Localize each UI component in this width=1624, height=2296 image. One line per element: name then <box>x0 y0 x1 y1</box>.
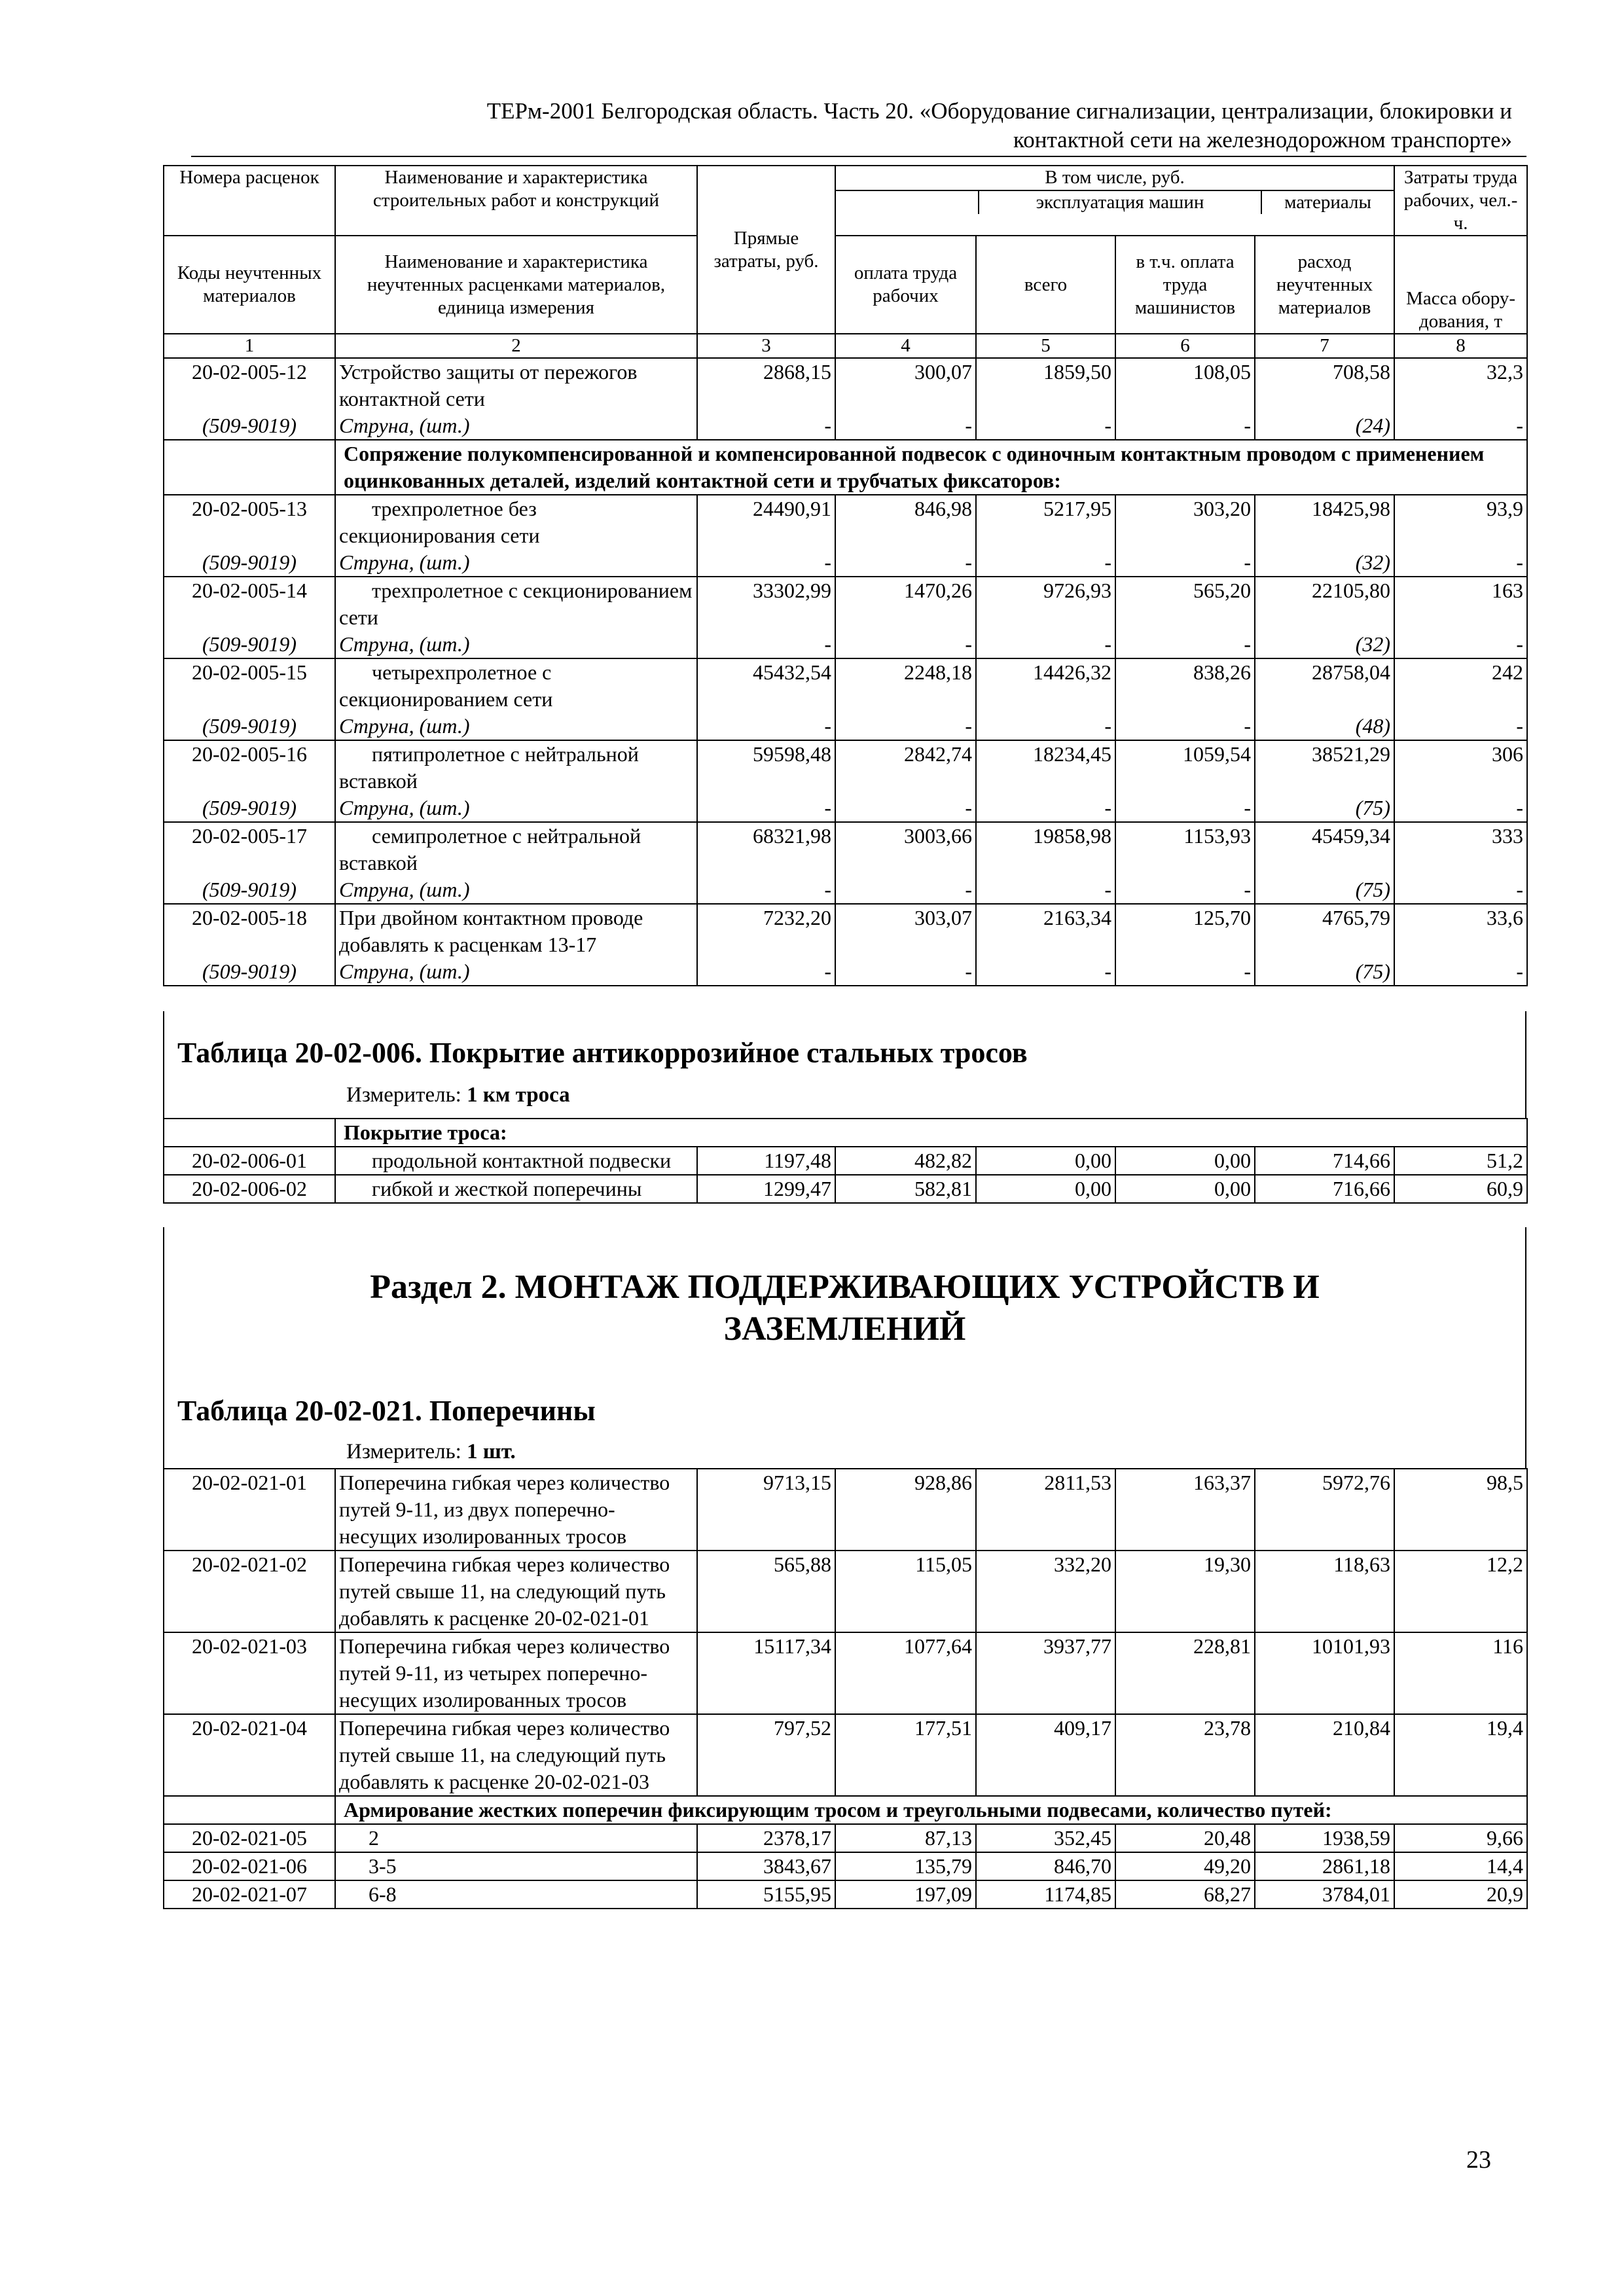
price-table-021 <box>163 1468 1528 1909</box>
rate-value: 714,66 <box>1255 1147 1394 1175</box>
material-code: (509-9019) <box>164 713 335 740</box>
material-code: (509-9019) <box>164 795 335 822</box>
rate-value: 0,00 <box>976 1175 1115 1203</box>
rate-value: 14426,32 <box>976 658 1115 713</box>
material-row <box>164 631 1527 658</box>
rate-value: 68,27 <box>1115 1880 1255 1909</box>
rate-value: 20,9 <box>1394 1880 1527 1909</box>
rate-name: продольной контактной подвески <box>335 1147 697 1175</box>
material-value: - <box>976 795 1115 822</box>
rate-value: 1059,54 <box>1115 740 1255 795</box>
rate-value: 2861,18 <box>1255 1852 1394 1880</box>
rate-code: 20-02-021-05 <box>164 1824 335 1852</box>
table-006-measure <box>346 1083 570 1107</box>
running-header <box>164 97 1512 154</box>
table-021-title: Таблица 20-02-021. Поперечины <box>177 1395 596 1427</box>
col-number: 8 <box>1394 334 1527 358</box>
col-number: 7 <box>1255 334 1394 358</box>
section-2-title-line2: ЗАЗЕМЛЕНИЙ <box>723 1310 966 1348</box>
header-line-1: ТЕРм-2001 Белгородская область. Часть 20. «Оборудование сигнализации, централизации, блокировки и <box>486 98 1512 124</box>
block-021-05-07 <box>164 1824 1527 1909</box>
rate-value: 2811,53 <box>976 1469 1115 1551</box>
material-code: (509-9019) <box>164 876 335 904</box>
price-table-006 <box>163 1118 1528 1204</box>
rate-value: 59598,48 <box>697 740 835 795</box>
table-row <box>164 740 1527 795</box>
rate-value: 118,63 <box>1255 1551 1394 1632</box>
rate-value: 14,4 <box>1394 1852 1527 1880</box>
rate-code: 20-02-005-12 <box>164 358 335 412</box>
material-value: (24) <box>1255 412 1394 440</box>
material-value: - <box>1115 412 1255 440</box>
rate-value: 303,20 <box>1115 495 1255 549</box>
material-value: - <box>835 549 976 577</box>
rate-value: 9,66 <box>1394 1824 1527 1852</box>
rate-value: 482,82 <box>835 1147 976 1175</box>
col-head-names: Наименование и характеристика строительных работ и конструкций <box>335 166 697 236</box>
col-head-incl <box>835 166 1394 236</box>
rate-value: 846,70 <box>976 1852 1115 1880</box>
col-head-wages: оплата труда рабочих <box>835 236 976 334</box>
header-line-2: контактной сети на железнодорожном транспорте» <box>1013 127 1512 152</box>
rate-value: 38521,29 <box>1255 740 1394 795</box>
material-value: - <box>1394 958 1527 986</box>
col-head-codes: Номера расценок <box>164 166 335 236</box>
col-number: 6 <box>1115 334 1255 358</box>
rate-value: 352,45 <box>976 1824 1115 1852</box>
material-value: - <box>1115 631 1255 658</box>
table-row <box>164 358 1527 412</box>
col-number: 4 <box>835 334 976 358</box>
col-number: 3 <box>697 334 835 358</box>
material-value: - <box>976 876 1115 904</box>
rate-value: 23,78 <box>1115 1714 1255 1796</box>
rate-value: 9713,15 <box>697 1469 835 1551</box>
rate-value: 68321,98 <box>697 822 835 876</box>
rate-value: 300,07 <box>835 358 976 412</box>
material-row <box>164 412 1527 440</box>
material-code: (509-9019) <box>164 412 335 440</box>
material-name: Струна, (шт.) <box>335 795 697 822</box>
table-row <box>164 495 1527 549</box>
rate-value: 20,48 <box>1115 1824 1255 1852</box>
table-head <box>164 166 1527 358</box>
material-value: - <box>1394 876 1527 904</box>
rate-code: 20-02-005-17 <box>164 822 335 876</box>
rate-value: 115,05 <box>835 1551 976 1632</box>
rate-value: 2248,18 <box>835 658 976 713</box>
material-value: (75) <box>1255 958 1394 986</box>
block-005-12 <box>164 358 1527 440</box>
rate-value: 197,09 <box>835 1880 976 1909</box>
material-value: - <box>1394 713 1527 740</box>
measure-value: 1 км троса <box>467 1083 570 1107</box>
rate-value: 1153,93 <box>1115 822 1255 876</box>
rate-value: 125,70 <box>1115 904 1255 958</box>
rate-value: 45459,34 <box>1255 822 1394 876</box>
rate-value: 5972,76 <box>1255 1469 1394 1551</box>
incl-label: В том числе, руб. <box>836 166 1394 191</box>
rate-value: 1299,47 <box>697 1175 835 1203</box>
materials-label: материалы <box>1284 192 1371 213</box>
material-value: - <box>1394 412 1527 440</box>
rate-name: 2 <box>335 1824 697 1852</box>
rate-value: 18234,45 <box>976 740 1115 795</box>
material-value: - <box>697 631 835 658</box>
rate-name: Поперечина гибкая через количество путей свыше 11, на следующий путь добавлять к расценке 20-02-021-01 <box>335 1551 697 1632</box>
rate-value: 15117,34 <box>697 1632 835 1714</box>
rate-value: 303,07 <box>835 904 976 958</box>
material-value: - <box>697 549 835 577</box>
price-table-005 <box>163 165 1528 986</box>
material-row <box>164 713 1527 740</box>
table-row <box>164 822 1527 876</box>
machines-label: эксплуатация машин <box>979 191 1262 214</box>
material-value: - <box>697 958 835 986</box>
col-head-materials: расход неучтенных материалов <box>1255 236 1394 334</box>
col-number: 5 <box>976 334 1115 358</box>
rate-code: 20-02-005-15 <box>164 658 335 713</box>
material-row <box>164 795 1527 822</box>
table-row <box>164 577 1527 631</box>
material-value: - <box>697 795 835 822</box>
rate-value: 7232,20 <box>697 904 835 958</box>
table-row <box>164 1469 1527 1551</box>
table-row <box>164 1852 1527 1880</box>
header-rule <box>191 156 1526 157</box>
rate-name: семипролетное с нейтральной вставкой <box>335 822 697 876</box>
rate-value: 565,20 <box>1115 577 1255 631</box>
rate-value: 3003,66 <box>835 822 976 876</box>
table-row <box>164 1175 1527 1203</box>
rate-value: 33,6 <box>1394 904 1527 958</box>
rate-code: 20-02-006-02 <box>164 1175 335 1203</box>
rate-code: 20-02-021-04 <box>164 1714 335 1796</box>
col-number: 1 <box>164 334 335 358</box>
rate-value: 108,05 <box>1115 358 1255 412</box>
material-value: (75) <box>1255 795 1394 822</box>
material-name: Струна, (шт.) <box>335 958 697 986</box>
material-name: Струна, (шт.) <box>335 713 697 740</box>
rate-value: 1077,64 <box>835 1632 976 1714</box>
rate-value: 87,13 <box>835 1824 976 1852</box>
material-name: Струна, (шт.) <box>335 876 697 904</box>
rate-name: четырехпролетное с секционированием сети <box>335 658 697 713</box>
table-row <box>164 1714 1527 1796</box>
rate-value: 49,20 <box>1115 1852 1255 1880</box>
rate-value: 1470,26 <box>835 577 976 631</box>
material-value: - <box>835 795 976 822</box>
material-value: - <box>1115 958 1255 986</box>
rate-value: 1174,85 <box>976 1880 1115 1909</box>
col-head-direct: Прямые затраты, руб. <box>697 166 835 334</box>
rate-value: 9726,93 <box>976 577 1115 631</box>
rate-value: 163 <box>1394 577 1527 631</box>
rate-code: 20-02-005-16 <box>164 740 335 795</box>
table-row <box>164 1147 1527 1175</box>
col-head-mass: Масса обору-дования, т <box>1394 236 1527 334</box>
section-2-title-line1: Раздел 2. МОНТАЖ ПОДДЕРЖИВАЮЩИХ УСТРОЙСТВ И <box>370 1268 1320 1306</box>
table-006-title-block <box>163 1011 1526 1119</box>
rate-value: 1938,59 <box>1255 1824 1394 1852</box>
table-row <box>164 1880 1527 1909</box>
subhead-reinforcement: Армирование жестких поперечин фиксирующим тросом и треугольными подвесами, количество путей: <box>335 1796 1527 1824</box>
rate-value: 177,51 <box>835 1714 976 1796</box>
rate-value: 1197,48 <box>697 1147 835 1175</box>
material-value: - <box>835 713 976 740</box>
subhead-conjugation: Сопряжение полукомпенсированной и компенсированной подвесок с одиночным контактным проводом с применением оцинкованных деталей, изделий контактной сети и трубчатых фиксаторов: <box>335 440 1527 495</box>
rate-value: 928,86 <box>835 1469 976 1551</box>
col-head-labor: Затраты труда рабочих, чел.-ч. <box>1394 166 1527 236</box>
rate-value: 0,00 <box>1115 1175 1255 1203</box>
rate-value: 716,66 <box>1255 1175 1394 1203</box>
rate-code: 20-02-021-07 <box>164 1880 335 1909</box>
rate-name: пятипролетное с нейтральной вставкой <box>335 740 697 795</box>
rate-value: 306 <box>1394 740 1527 795</box>
col-number: 2 <box>335 334 697 358</box>
rate-value: 24490,91 <box>697 495 835 549</box>
section-2-title <box>164 1266 1525 1350</box>
material-value: (48) <box>1255 713 1394 740</box>
block-021-01-04 <box>164 1469 1527 1796</box>
table-006-title: Таблица 20-02-006. Покрытие антикоррозийное стальных тросов <box>177 1037 1028 1069</box>
rate-value: 242 <box>1394 658 1527 713</box>
material-value: (75) <box>1255 876 1394 904</box>
col-head-machines-total: всего <box>976 236 1115 334</box>
material-name: Струна, (шт.) <box>335 549 697 577</box>
block-006 <box>164 1147 1527 1203</box>
rate-name: 6-8 <box>335 1880 697 1909</box>
rate-value: 3937,77 <box>976 1632 1115 1714</box>
material-value: (32) <box>1255 549 1394 577</box>
material-code: (509-9019) <box>164 958 335 986</box>
material-row <box>164 549 1527 577</box>
rate-value: 846,98 <box>835 495 976 549</box>
rate-value: 28758,04 <box>1255 658 1394 713</box>
rate-value: 708,58 <box>1255 358 1394 412</box>
rate-name: гибкой и жесткой поперечины <box>335 1175 697 1203</box>
material-value: - <box>1394 795 1527 822</box>
col-head-mat-codes: Коды неучтенных материалов <box>164 236 335 334</box>
rate-value: 0,00 <box>976 1147 1115 1175</box>
table-021-measure <box>346 1440 516 1464</box>
table-row <box>164 1824 1527 1852</box>
material-value: - <box>1115 713 1255 740</box>
rate-value: 135,79 <box>835 1852 976 1880</box>
material-name: Струна, (шт.) <box>335 412 697 440</box>
rate-name: 3-5 <box>335 1852 697 1880</box>
rate-value: 2378,17 <box>697 1824 835 1852</box>
rate-value: 332,20 <box>976 1551 1115 1632</box>
rate-value: 228,81 <box>1115 1632 1255 1714</box>
rate-value: 3784,01 <box>1255 1880 1394 1909</box>
rate-value: 18425,98 <box>1255 495 1394 549</box>
rate-value: 4765,79 <box>1255 904 1394 958</box>
col-head-mat-names: Наименование и характеристика неучтенных расценками материалов, единица измерения <box>335 236 697 334</box>
rate-value: 19,4 <box>1394 1714 1527 1796</box>
rate-code: 20-02-005-13 <box>164 495 335 549</box>
rate-name: Поперечина гибкая через количество путей 9-11, из четырех поперечно-несущих изолированных тросов <box>335 1632 697 1714</box>
rate-value: 1859,50 <box>976 358 1115 412</box>
rate-value: 797,52 <box>697 1714 835 1796</box>
rate-value: 565,88 <box>697 1551 835 1632</box>
rate-value: 838,26 <box>1115 658 1255 713</box>
rate-name: Поперечина гибкая через количество путей свыше 11, на следующий путь добавлять к расценке 20-02-021-03 <box>335 1714 697 1796</box>
rate-value: 409,17 <box>976 1714 1115 1796</box>
material-code: (509-9019) <box>164 549 335 577</box>
rate-value: 333 <box>1394 822 1527 876</box>
table-row <box>164 1551 1527 1632</box>
material-value: - <box>697 412 835 440</box>
material-value: - <box>976 412 1115 440</box>
rate-code: 20-02-005-18 <box>164 904 335 958</box>
table-row <box>164 1632 1527 1714</box>
material-value: - <box>1394 549 1527 577</box>
rate-value: 33302,99 <box>697 577 835 631</box>
rate-value: 163,37 <box>1115 1469 1255 1551</box>
table-row <box>164 658 1527 713</box>
col-head-machinist-wages: в т.ч. оплата труда машинистов <box>1115 236 1255 334</box>
material-name: Струна, (шт.) <box>335 631 697 658</box>
measure-label: Измеритель: <box>346 1440 467 1463</box>
rate-value: 0,00 <box>1115 1147 1255 1175</box>
rate-value: 2163,34 <box>976 904 1115 958</box>
material-value: - <box>976 958 1115 986</box>
block-005-13-18 <box>164 495 1527 986</box>
page-number: 23 <box>1466 2146 1491 2174</box>
rate-value: 2842,74 <box>835 740 976 795</box>
subhead-cable-coating: Покрытие троса: <box>335 1119 1527 1147</box>
measure-value: 1 шт. <box>467 1440 516 1463</box>
rate-value: 10101,93 <box>1255 1632 1394 1714</box>
rate-value: 19858,98 <box>976 822 1115 876</box>
material-value: - <box>835 876 976 904</box>
section-2-block <box>163 1227 1526 1469</box>
material-row <box>164 876 1527 904</box>
material-value: - <box>697 876 835 904</box>
rate-code: 20-02-021-01 <box>164 1469 335 1551</box>
rate-value: 2868,15 <box>697 358 835 412</box>
rate-code: 20-02-006-01 <box>164 1147 335 1175</box>
material-value: - <box>1115 549 1255 577</box>
table-row <box>164 904 1527 958</box>
material-value: - <box>835 631 976 658</box>
rate-value: 19,30 <box>1115 1551 1255 1632</box>
rate-value: 32,3 <box>1394 358 1527 412</box>
rate-name: Устройство защиты от пережогов контактной сети <box>335 358 697 412</box>
rate-value: 3843,67 <box>697 1852 835 1880</box>
rate-value: 116 <box>1394 1632 1527 1714</box>
rate-code: 20-02-021-02 <box>164 1551 335 1632</box>
material-value: - <box>697 713 835 740</box>
rate-code: 20-02-005-14 <box>164 577 335 631</box>
material-value: - <box>976 713 1115 740</box>
rate-value: 98,5 <box>1394 1469 1527 1551</box>
material-value: - <box>835 958 976 986</box>
rate-value: 93,9 <box>1394 495 1527 549</box>
rate-value: 210,84 <box>1255 1714 1394 1796</box>
rate-name: трехпролетное с секционированием сети <box>335 577 697 631</box>
rate-name: При двойном контактном проводе добавлять к расценкам 13-17 <box>335 904 697 958</box>
rate-value: 582,81 <box>835 1175 976 1203</box>
rate-name: Поперечина гибкая через количество путей 9-11, из двух поперечно-несущих изолированных тросов <box>335 1469 697 1551</box>
material-code: (509-9019) <box>164 631 335 658</box>
material-row <box>164 958 1527 986</box>
material-value: - <box>1115 795 1255 822</box>
material-value: - <box>1394 631 1527 658</box>
rate-code: 20-02-021-03 <box>164 1632 335 1714</box>
material-value: - <box>1115 876 1255 904</box>
rate-value: 45432,54 <box>697 658 835 713</box>
measure-label: Измеритель: <box>346 1083 467 1107</box>
rate-code: 20-02-021-06 <box>164 1852 335 1880</box>
rate-value: 22105,80 <box>1255 577 1394 631</box>
rate-value: 5155,95 <box>697 1880 835 1909</box>
rate-value: 5217,95 <box>976 495 1115 549</box>
rate-name: трехпролетное без секционирования сети <box>335 495 697 549</box>
material-value: - <box>976 631 1115 658</box>
rate-value: 51,2 <box>1394 1147 1527 1175</box>
material-value: (32) <box>1255 631 1394 658</box>
rate-value: 12,2 <box>1394 1551 1527 1632</box>
rate-value: 60,9 <box>1394 1175 1527 1203</box>
material-value: - <box>976 549 1115 577</box>
material-value: - <box>835 412 976 440</box>
